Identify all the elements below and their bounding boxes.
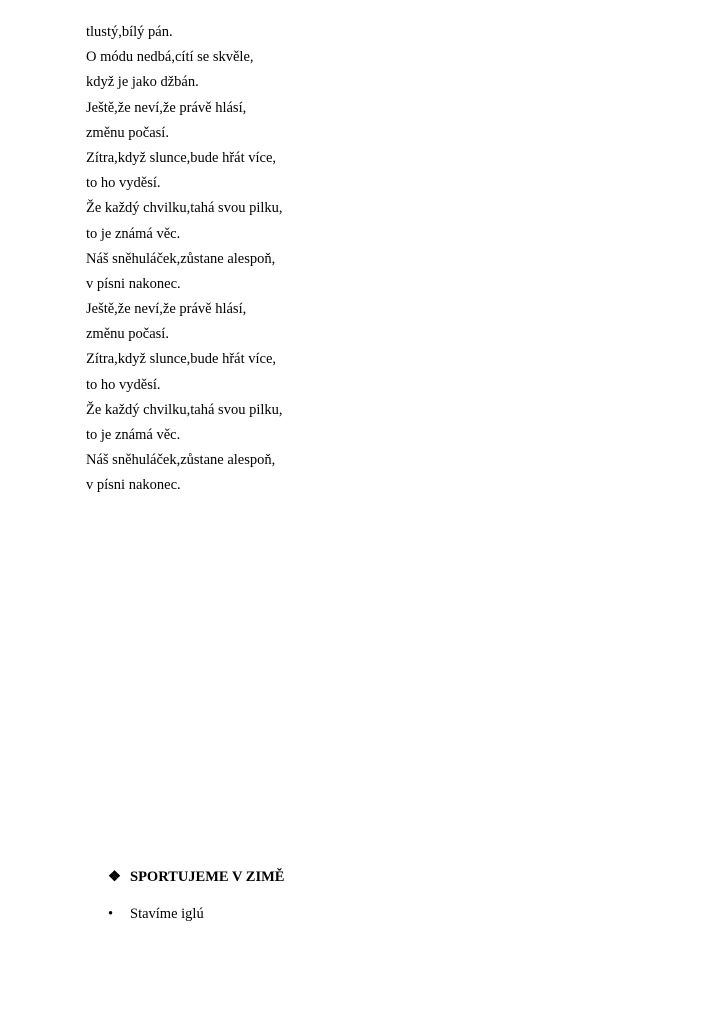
poem-line: to ho vyděsí. — [86, 376, 161, 393]
poem-line: to je známá věc. — [86, 225, 181, 242]
poem-line: to je známá věc. — [86, 427, 181, 443]
poem-line: když je jako džbán. — [86, 74, 199, 91]
list-item-text: Stavíme iglú — [130, 906, 204, 922]
poem-line: tlustý,bílý pán. — [86, 24, 173, 40]
poem-text — [86, 20, 283, 499]
bullet-icon: • — [108, 906, 114, 922]
poem-line: Že každý chvilku,tahá svou pilku, — [86, 401, 283, 418]
poem-line: Ještě,že neví,že právě hlásí, — [86, 99, 247, 116]
poem-line: v písni nakonec. — [86, 477, 181, 494]
poem-line: Náš sněhuláček,zůstane alespoň, — [86, 250, 276, 267]
section-heading — [108, 866, 284, 888]
section-heading-text: SPORTUJEME V ZIMĚ — [130, 869, 285, 885]
bullet-list — [108, 903, 204, 925]
poem-line: to ho vyděsí. — [86, 175, 161, 192]
list-item — [108, 903, 204, 925]
poem-line: v písni nakonec. — [86, 275, 181, 292]
poem-line: Že každý chvilku,tahá svou pilku, — [86, 200, 283, 217]
poem-line: Náš sněhuláček,zůstane alespoň, — [86, 452, 276, 469]
poem-line: Zítra,když slunce,bude hřát více, — [86, 149, 277, 166]
poem-line: Zítra,když slunce,bude hřát více, — [86, 351, 277, 368]
poem-line: změnu počasí. — [86, 124, 169, 141]
diamond-bullet-icon: ❖ — [108, 869, 121, 885]
poem-line: O módu nedbá,cítí se skvěle, — [86, 49, 254, 66]
poem-line: změnu počasí. — [86, 326, 169, 343]
poem-line: Ještě,že neví,že právě hlásí, — [86, 301, 247, 318]
